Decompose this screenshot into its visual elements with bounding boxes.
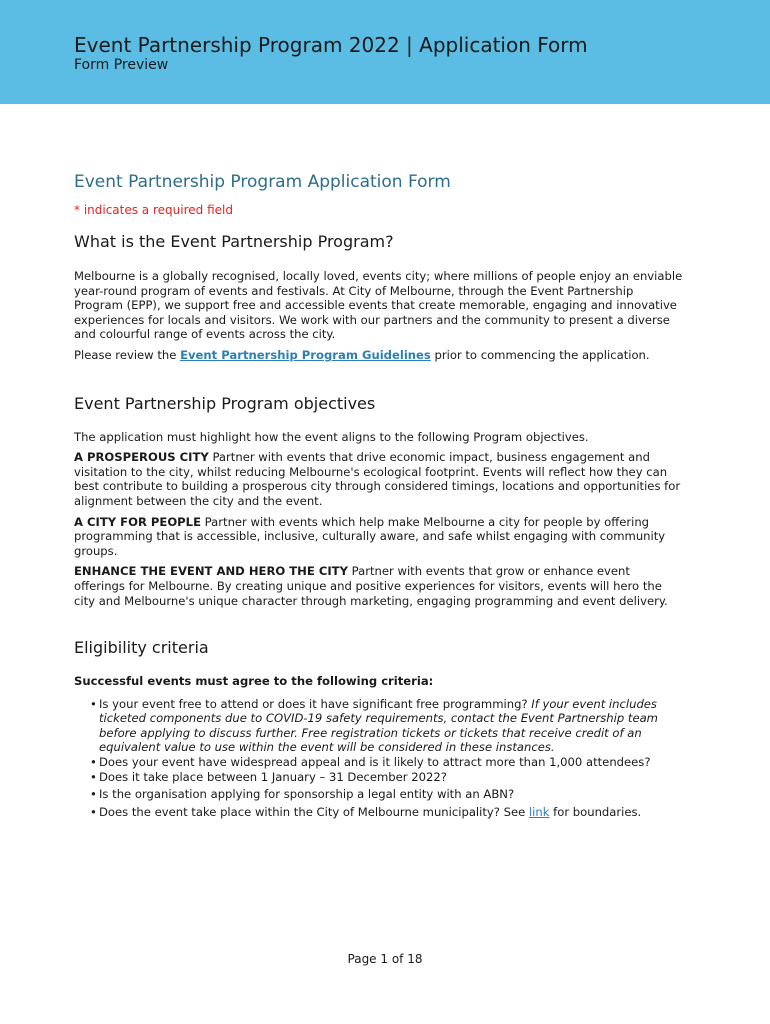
eligibility-lead: Successful events must agree to the following criteria: xyxy=(74,674,434,689)
review-text-before: Please review the xyxy=(74,347,181,362)
objective-text: Partner with events that grow or enhance event offerings for Melbourne. By creating unique and positive experiences for visitors, events will hero the city and Melbourne's unique character through marketing, engaging programming and event delivery. xyxy=(74,564,668,608)
eligibility-heading: Eligibility criteria xyxy=(74,638,209,658)
intro-paragraph: Melbourne is a globally recognised, locally loved, events city; where millions of people enjoy an enviable year-round program of events and festivals. At City of Melbourne, through the Event Partnership Program (EPP), we support free and accessible events that create memorable, engaging and innovative experiences for locals and visitors. We work with our partners and the community to present a diverse and colourful range of events across the city. xyxy=(74,269,683,342)
objective-city-for-people xyxy=(74,515,684,559)
page-number: Page 1 of 18 xyxy=(347,952,423,966)
list-item xyxy=(90,787,684,802)
bullet: • xyxy=(90,755,97,770)
objective-text: Partner with events that drive economic impact, business engagement and visitation to the city, whilst reducing Melbourne's ecological footprint. Events will reflect how they can best contribute to building a prosperous city through considered timings, locations and opportunities for alignment between the city and the event. xyxy=(74,450,681,508)
page-header xyxy=(0,0,770,104)
required-note: * indicates a required field xyxy=(74,203,233,217)
criterion-text-after: for boundaries. xyxy=(549,804,642,819)
intro-heading: What is the Event Partnership Program? xyxy=(74,232,394,251)
bullet: • xyxy=(90,696,97,711)
objective-prosperous-city xyxy=(74,450,684,508)
list-item xyxy=(90,696,684,755)
criterion-text: Does the event take place within the City of Melbourne municipality? See xyxy=(99,804,529,819)
list-item xyxy=(90,755,684,770)
criterion-text: Is the organisation applying for sponsorship a legal entity with an ABN? xyxy=(99,787,515,802)
review-paragraph xyxy=(74,348,684,363)
bullet: • xyxy=(90,787,97,802)
list-item xyxy=(90,804,684,820)
header-title: Event Partnership Program 2022 | Application Form xyxy=(74,33,588,57)
objective-hero-the-city xyxy=(74,564,684,608)
document-content xyxy=(74,170,684,819)
criterion-note: If your event includes ticketed components due to COVID-19 safety requirements, contact the Event Partnership team before applying to discuss further. Free registration tickets or tickets that receive credit of an equivalent value to use within the event will be considered in these instances. xyxy=(99,696,658,755)
criterion-text: Does it take place between 1 January – 31 December 2022? xyxy=(99,769,447,784)
guidelines-link[interactable]: Event Partnership Program Guidelines xyxy=(180,347,431,362)
header-subtitle: Form Preview xyxy=(74,57,169,73)
review-text-after: prior to commencing the application. xyxy=(430,347,650,362)
bullet: • xyxy=(90,769,97,784)
objective-label: A PROSPEROUS CITY xyxy=(74,450,209,465)
criterion-text: Is your event free to attend or does it have significant free programming? xyxy=(99,696,532,711)
eligibility-list xyxy=(74,697,684,820)
objective-text: Partner with events which help make Melbourne a city for people by offering programming that is accessible, inclusive, culturally aware, and safe whilst engaging with community groups. xyxy=(74,514,666,558)
objectives-heading: Event Partnership Program objectives xyxy=(74,393,376,413)
bullet: • xyxy=(90,804,97,819)
form-title: Event Partnership Program Application Form xyxy=(74,172,451,192)
objectives-lead: The application must highlight how the event aligns to the following Program objectives. xyxy=(74,429,589,444)
boundaries-link[interactable]: link xyxy=(528,804,550,819)
objective-label: A CITY FOR PEOPLE xyxy=(74,514,201,529)
objective-label: ENHANCE THE EVENT AND HERO THE CITY xyxy=(74,564,348,579)
criterion-text: Does your event have widespread appeal and is it likely to attract more than 1,000 attendees? xyxy=(99,755,651,770)
list-item xyxy=(90,769,684,785)
